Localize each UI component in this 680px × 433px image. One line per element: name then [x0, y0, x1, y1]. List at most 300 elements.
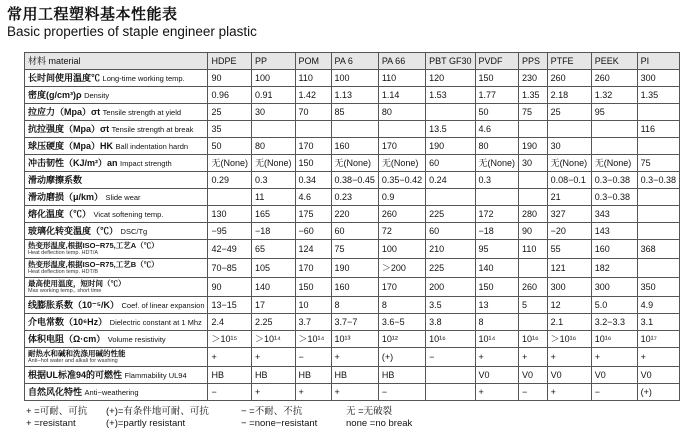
table-cell: 190: [426, 138, 475, 155]
table-cell: ＞10¹⁴: [252, 331, 296, 348]
table-cell: 182: [591, 259, 637, 278]
table-cell: [591, 121, 637, 138]
table-cell: 无(None): [378, 155, 425, 172]
table-cell: 4.6: [475, 121, 519, 138]
table-cell: 130: [208, 206, 252, 223]
table-cell: 无(None): [208, 155, 252, 172]
table-cell: 80: [475, 138, 519, 155]
table-cell: 2.4: [208, 314, 252, 331]
table-cell: 13: [475, 297, 519, 314]
table-cell: 100: [252, 70, 296, 87]
table-cell: 11: [252, 189, 296, 206]
table-cell: 无(None): [547, 155, 591, 172]
property-name-en: Vicat softening temp.: [93, 209, 164, 219]
table-cell: V0: [547, 367, 591, 384]
table-cell: [637, 223, 679, 240]
table-cell: 30: [252, 104, 296, 121]
table-cell: 3.7: [295, 314, 331, 331]
table-cell: 80: [252, 138, 296, 155]
table-cell: 124: [295, 240, 331, 259]
table-cell: 0.9: [378, 189, 425, 206]
table-cell: [295, 121, 331, 138]
table-cell: 280: [519, 206, 548, 223]
property-name-cn: 热变形温度,根据ISO−R75,工艺B（℃）: [28, 260, 159, 269]
table-cell: 0.3−0.38: [591, 189, 637, 206]
table-header-row: [25, 53, 680, 70]
table-cell: [475, 189, 519, 206]
table-cell: [519, 189, 548, 206]
table-row: [25, 70, 680, 87]
table-row: [25, 223, 680, 240]
table-cell: 30: [547, 138, 591, 155]
table-cell: 225: [426, 259, 475, 278]
table-cell: [426, 104, 475, 121]
property-name-en: Tensile strength at yield: [102, 107, 182, 117]
table-cell: 2.18: [547, 87, 591, 104]
table-cell: 105: [252, 259, 296, 278]
property-name-en: Slide wear: [105, 192, 141, 202]
legend-item: − =不耐、不抗: [241, 406, 303, 417]
table-cell: 25: [547, 104, 591, 121]
table-cell: 140: [252, 278, 296, 297]
table-cell: [547, 121, 591, 138]
table-cell: 260: [519, 278, 548, 297]
table-row: [25, 104, 680, 121]
table-row: [25, 384, 680, 401]
table-cell: V0: [519, 367, 548, 384]
property-label: [25, 240, 208, 259]
table-cell: −20: [547, 223, 591, 240]
table-cell: V0: [637, 367, 679, 384]
table-cell: 1.35: [637, 87, 679, 104]
table-cell: (+): [637, 384, 679, 401]
table-cell: 116: [637, 121, 679, 138]
table-cell: 无(None): [252, 155, 296, 172]
table-cell: 3.7−7: [331, 314, 378, 331]
table-cell: −: [591, 384, 637, 401]
table-cell: +: [519, 348, 548, 367]
property-label: [25, 278, 208, 297]
property-name-en: Heat deflection temp. HDT/A: [28, 250, 99, 256]
table-cell: [637, 259, 679, 278]
table-cell: 210: [426, 240, 475, 259]
page-title-en: Basic properties of staple engineer plastic: [7, 24, 257, 39]
table-cell: 1.77: [475, 87, 519, 104]
table-cell: HB: [252, 367, 296, 384]
table-cell: 230: [519, 70, 548, 87]
property-name-cn: 体积电阻（Ω·cm）: [28, 333, 106, 344]
table-cell: +: [295, 384, 331, 401]
table-row: [25, 189, 680, 206]
table-cell: +: [547, 348, 591, 367]
table-cell: 75: [519, 104, 548, 121]
property-label: [25, 206, 208, 223]
property-name-en: Volume resistivity: [107, 334, 166, 344]
table-cell: +: [331, 384, 378, 401]
table-cell: −95: [208, 223, 252, 240]
table-cell: HB: [378, 367, 425, 384]
table-cell: 143: [591, 223, 637, 240]
legend-item: 无 =无破裂: [346, 406, 393, 417]
property-name-en: Ball indentation hardn: [115, 141, 189, 151]
table-row: [25, 367, 680, 384]
table-cell: 12: [547, 297, 591, 314]
table-cell: [378, 121, 425, 138]
table-cell: [331, 121, 378, 138]
table-cell: 0.08−0.1: [547, 172, 591, 189]
property-name-en: DSC/Tg: [120, 226, 148, 236]
table-row: [25, 314, 680, 331]
table-cell: V0: [591, 367, 637, 384]
table-cell: 300: [591, 278, 637, 297]
table-cell: 42−49: [208, 240, 252, 259]
table-cell: 1.32: [591, 87, 637, 104]
table-cell: 17: [252, 297, 296, 314]
table-cell: 60: [426, 155, 475, 172]
table-cell: +: [252, 348, 296, 367]
table-cell: 120: [426, 70, 475, 87]
table-cell: 90: [208, 70, 252, 87]
property-name-cn: 抗拉强度（Mpa）σt: [28, 123, 110, 134]
table-row: [25, 138, 680, 155]
table-cell: [637, 189, 679, 206]
column-header: PVDF: [475, 53, 519, 70]
table-cell: 0.23: [331, 189, 378, 206]
column-header: HDPE: [208, 53, 252, 70]
property-name-en: Max working temp., short time: [28, 288, 102, 294]
table-cell: [637, 138, 679, 155]
property-label: [25, 104, 208, 121]
table-cell: HB: [295, 367, 331, 384]
property-label: [25, 138, 208, 155]
column-header: PTFE: [547, 53, 591, 70]
table-cell: 260: [547, 70, 591, 87]
table-cell: 368: [637, 240, 679, 259]
table-cell: +: [331, 348, 378, 367]
table-cell: 121: [547, 259, 591, 278]
table-cell: 220: [331, 206, 378, 223]
table-cell: +: [547, 384, 591, 401]
table-cell: 85: [331, 104, 378, 121]
property-label: [25, 121, 208, 138]
table-row: [25, 121, 680, 138]
table-cell: [208, 189, 252, 206]
table-cell: 1.53: [426, 87, 475, 104]
table-cell: 10¹⁶: [426, 331, 475, 348]
table-cell: −: [208, 384, 252, 401]
table-cell: 100: [378, 240, 425, 259]
property-name-en: Impact strength: [120, 158, 172, 168]
property-name-cn: 滑动摩擦系数: [28, 174, 83, 185]
table-cell: 35: [208, 121, 252, 138]
table-cell: 0.91: [252, 87, 296, 104]
table-cell: [519, 121, 548, 138]
table-cell: 2.1: [547, 314, 591, 331]
property-name-cn: 拉应力（Mpa）σt: [28, 106, 101, 117]
table-cell: 70: [295, 104, 331, 121]
legend-item: (+)=有条件地可耐、可抗: [106, 406, 209, 417]
table-cell: 90: [208, 278, 252, 297]
table-row: [25, 155, 680, 172]
property-label: [25, 348, 208, 367]
table-cell: 1.42: [295, 87, 331, 104]
legend-item: (+)=partly resistant: [106, 418, 186, 429]
property-label: [25, 384, 208, 401]
property-label: [25, 314, 208, 331]
table-cell: HB: [208, 367, 252, 384]
column-header: PBT GF30: [426, 53, 475, 70]
table-cell: 3.6−5: [378, 314, 425, 331]
table-row: [25, 206, 680, 223]
table-cell: 175: [295, 206, 331, 223]
table-cell: −60: [295, 223, 331, 240]
property-name-cn: 长时间使用温度℃: [28, 72, 101, 83]
table-cell: 75: [637, 155, 679, 172]
property-name-en: Heat deflection temp. HDT/B: [28, 269, 99, 275]
table-cell: [252, 121, 296, 138]
table-row: [25, 87, 680, 104]
table-cell: 0.3−0.38: [637, 172, 679, 189]
table-cell: 300: [637, 70, 679, 87]
table-cell: 65: [252, 240, 296, 259]
table-cell: 0.3−0.38: [591, 172, 637, 189]
table-cell: 0.3: [252, 172, 296, 189]
table-cell: 8: [378, 297, 425, 314]
table-cell: [591, 138, 637, 155]
table-cell: +: [208, 348, 252, 367]
property-name-en: Anti−hot water and alkali for washing: [28, 358, 118, 364]
table-cell: 343: [591, 206, 637, 223]
table-cell: ＞10¹⁵: [208, 331, 252, 348]
table-cell: 95: [475, 240, 519, 259]
column-header: PP: [252, 53, 296, 70]
table-cell: 10¹⁶: [591, 331, 637, 348]
table-cell: +: [252, 384, 296, 401]
table-cell: 225: [426, 206, 475, 223]
table-cell: 30: [519, 155, 548, 172]
column-header: PEEK: [591, 53, 637, 70]
property-name-en: Flammability UL94: [124, 370, 187, 380]
table-cell: 13.5: [426, 121, 475, 138]
table-cell: [637, 104, 679, 121]
table-cell: [426, 189, 475, 206]
table-cell: 3.2−3.3: [591, 314, 637, 331]
column-header: PA 66: [378, 53, 425, 70]
property-label: [25, 331, 208, 348]
table-cell: 8: [475, 314, 519, 331]
property-label: [25, 223, 208, 240]
table-cell: 150: [475, 70, 519, 87]
table-cell: 190: [331, 259, 378, 278]
table-cell: 8: [331, 297, 378, 314]
table-cell: 95: [591, 104, 637, 121]
property-name-cn: 根据UL标准94的可燃性: [28, 369, 123, 380]
table-cell: 170: [295, 259, 331, 278]
property-name-cn: 耐热水和碱和洗涤用碱的性能: [28, 349, 126, 358]
table-cell: 5: [519, 297, 548, 314]
table-cell: 0.34: [295, 172, 331, 189]
table-cell: ＞10¹⁶: [547, 331, 591, 348]
table-row: [25, 240, 680, 259]
table-row: [25, 348, 680, 367]
property-label: [25, 70, 208, 87]
table-cell: 13−15: [208, 297, 252, 314]
property-name-cn: 自然风化特性: [28, 386, 83, 397]
property-label: [25, 259, 208, 278]
table-cell: +: [637, 348, 679, 367]
property-label: [25, 189, 208, 206]
table-cell: 0.35−0.42: [378, 172, 425, 189]
table-cell: 110: [295, 70, 331, 87]
table-cell: 10¹⁶: [519, 331, 548, 348]
property-name-cn: 线膨胀系数（10⁻⁵/K）: [28, 299, 119, 310]
property-name-cn: 热变形温度,根据ISO−R75,工艺A（℃）: [28, 241, 159, 250]
table-cell: 3.5: [426, 297, 475, 314]
property-name-cn: 介电常数（10⁶Hz）: [28, 316, 108, 327]
table-cell: 140: [475, 259, 519, 278]
table-cell: 5.0: [591, 297, 637, 314]
table-cell: 55: [547, 240, 591, 259]
table-cell: 10¹²: [378, 331, 425, 348]
table-cell: 10: [295, 297, 331, 314]
property-name-en: Tensile strength at break: [111, 124, 194, 134]
table-cell: 1.35: [519, 87, 548, 104]
table-cell: 10¹⁷: [637, 331, 679, 348]
table-cell: 60: [331, 223, 378, 240]
table-cell: 50: [208, 138, 252, 155]
table-cell: +: [475, 348, 519, 367]
table-cell: 2.25: [252, 314, 296, 331]
table-cell: +: [591, 348, 637, 367]
table-cell: 无(None): [331, 155, 378, 172]
table-cell: −18: [475, 223, 519, 240]
column-header: POM: [295, 53, 331, 70]
table-cell: −: [295, 348, 331, 367]
legend-item: + =resistant: [26, 418, 76, 429]
table-cell: −: [378, 384, 425, 401]
table-cell: 190: [519, 138, 548, 155]
table-cell: 300: [547, 278, 591, 297]
table-cell: 100: [331, 70, 378, 87]
property-label: [25, 297, 208, 314]
legend-item: none =no break: [346, 418, 413, 429]
legend-item: + =可耐、可抗: [26, 406, 88, 417]
table-cell: 200: [426, 278, 475, 297]
table-cell: 21: [547, 189, 591, 206]
table-cell: [637, 206, 679, 223]
table-cell: 260: [591, 70, 637, 87]
property-label: [25, 155, 208, 172]
table-row: [25, 278, 680, 297]
table-cell: 172: [475, 206, 519, 223]
property-name-cn: 滑动磨损（μ/km）: [28, 191, 104, 202]
table-cell: [519, 172, 548, 189]
table-cell: 1.13: [331, 87, 378, 104]
page-title-cn: 常用工程塑料基本性能表: [7, 5, 178, 23]
table-cell: 150: [295, 278, 331, 297]
table-cell: 170: [378, 278, 425, 297]
property-name-cn: 密度(g/cm³)ρ: [28, 89, 82, 100]
property-label: [25, 87, 208, 104]
table-cell: 90: [519, 223, 548, 240]
property-name-en: Long-time working temp.: [102, 73, 185, 83]
table-cell: −18: [252, 223, 296, 240]
table-cell: HB: [331, 367, 378, 384]
table-cell: 4.6: [295, 189, 331, 206]
table-cell: 0.3: [475, 172, 519, 189]
table-cell: 350: [637, 278, 679, 297]
table-cell: V0: [475, 367, 519, 384]
table-cell: 72: [378, 223, 425, 240]
table-cell: 10¹⁴: [475, 331, 519, 348]
column-header: PPS: [519, 53, 548, 70]
table-cell: 25: [208, 104, 252, 121]
property-name-en: Anti−weathering: [84, 387, 139, 397]
property-name-cn: 冲击韧性（KJ/m²）an: [28, 157, 118, 168]
property-name-en: Coef. of linear expansion: [121, 300, 205, 310]
table-cell: ＞200: [378, 259, 425, 278]
table-row: [25, 259, 680, 278]
table-cell: 75: [331, 240, 378, 259]
property-name-en: Dielectric constant at 1 Mhz: [109, 317, 202, 327]
table-cell: (+): [378, 348, 425, 367]
table-cell: [426, 367, 475, 384]
table-cell: −: [519, 384, 548, 401]
table-cell: 1.14: [378, 87, 425, 104]
table-cell: 110: [378, 70, 425, 87]
property-label: [25, 367, 208, 384]
table-cell: 165: [252, 206, 296, 223]
table-cell: 4.9: [637, 297, 679, 314]
column-header: PA 6: [331, 53, 378, 70]
table-cell: 160: [331, 138, 378, 155]
table-row: [25, 331, 680, 348]
property-name-cn: 熔化温度（℃）: [28, 208, 92, 219]
table-cell: [519, 259, 548, 278]
table-cell: 170: [295, 138, 331, 155]
table-cell: 无(None): [475, 155, 519, 172]
legend-item: − =none−resistant: [241, 418, 318, 429]
table-cell: 260: [378, 206, 425, 223]
table-cell: 160: [331, 278, 378, 297]
table-cell: 150: [475, 278, 519, 297]
table-cell: 50: [475, 104, 519, 121]
table-cell: [519, 314, 548, 331]
property-name-en: Density: [84, 90, 110, 100]
table-cell: −: [426, 348, 475, 367]
table-cell: 150: [295, 155, 331, 172]
table-row: [25, 297, 680, 314]
table-cell: 0.24: [426, 172, 475, 189]
table-cell: 110: [519, 240, 548, 259]
properties-table: [24, 52, 680, 401]
property-label: [25, 172, 208, 189]
table-cell: 0.38−0.45: [331, 172, 378, 189]
property-name-cn: 最高使用温度，短时间（℃）: [28, 279, 126, 288]
column-header: PI: [637, 53, 679, 70]
table-cell: 80: [378, 104, 425, 121]
table-row: [25, 172, 680, 189]
table-cell: 3.8: [426, 314, 475, 331]
table-cell: 3.1: [637, 314, 679, 331]
table-cell: 160: [591, 240, 637, 259]
table-cell: 10¹³: [331, 331, 378, 348]
table-cell: 0.96: [208, 87, 252, 104]
table-cell: 70−85: [208, 259, 252, 278]
table-cell: 0.29: [208, 172, 252, 189]
table-cell: 无(None): [591, 155, 637, 172]
table-cell: ＞10¹⁴: [295, 331, 331, 348]
